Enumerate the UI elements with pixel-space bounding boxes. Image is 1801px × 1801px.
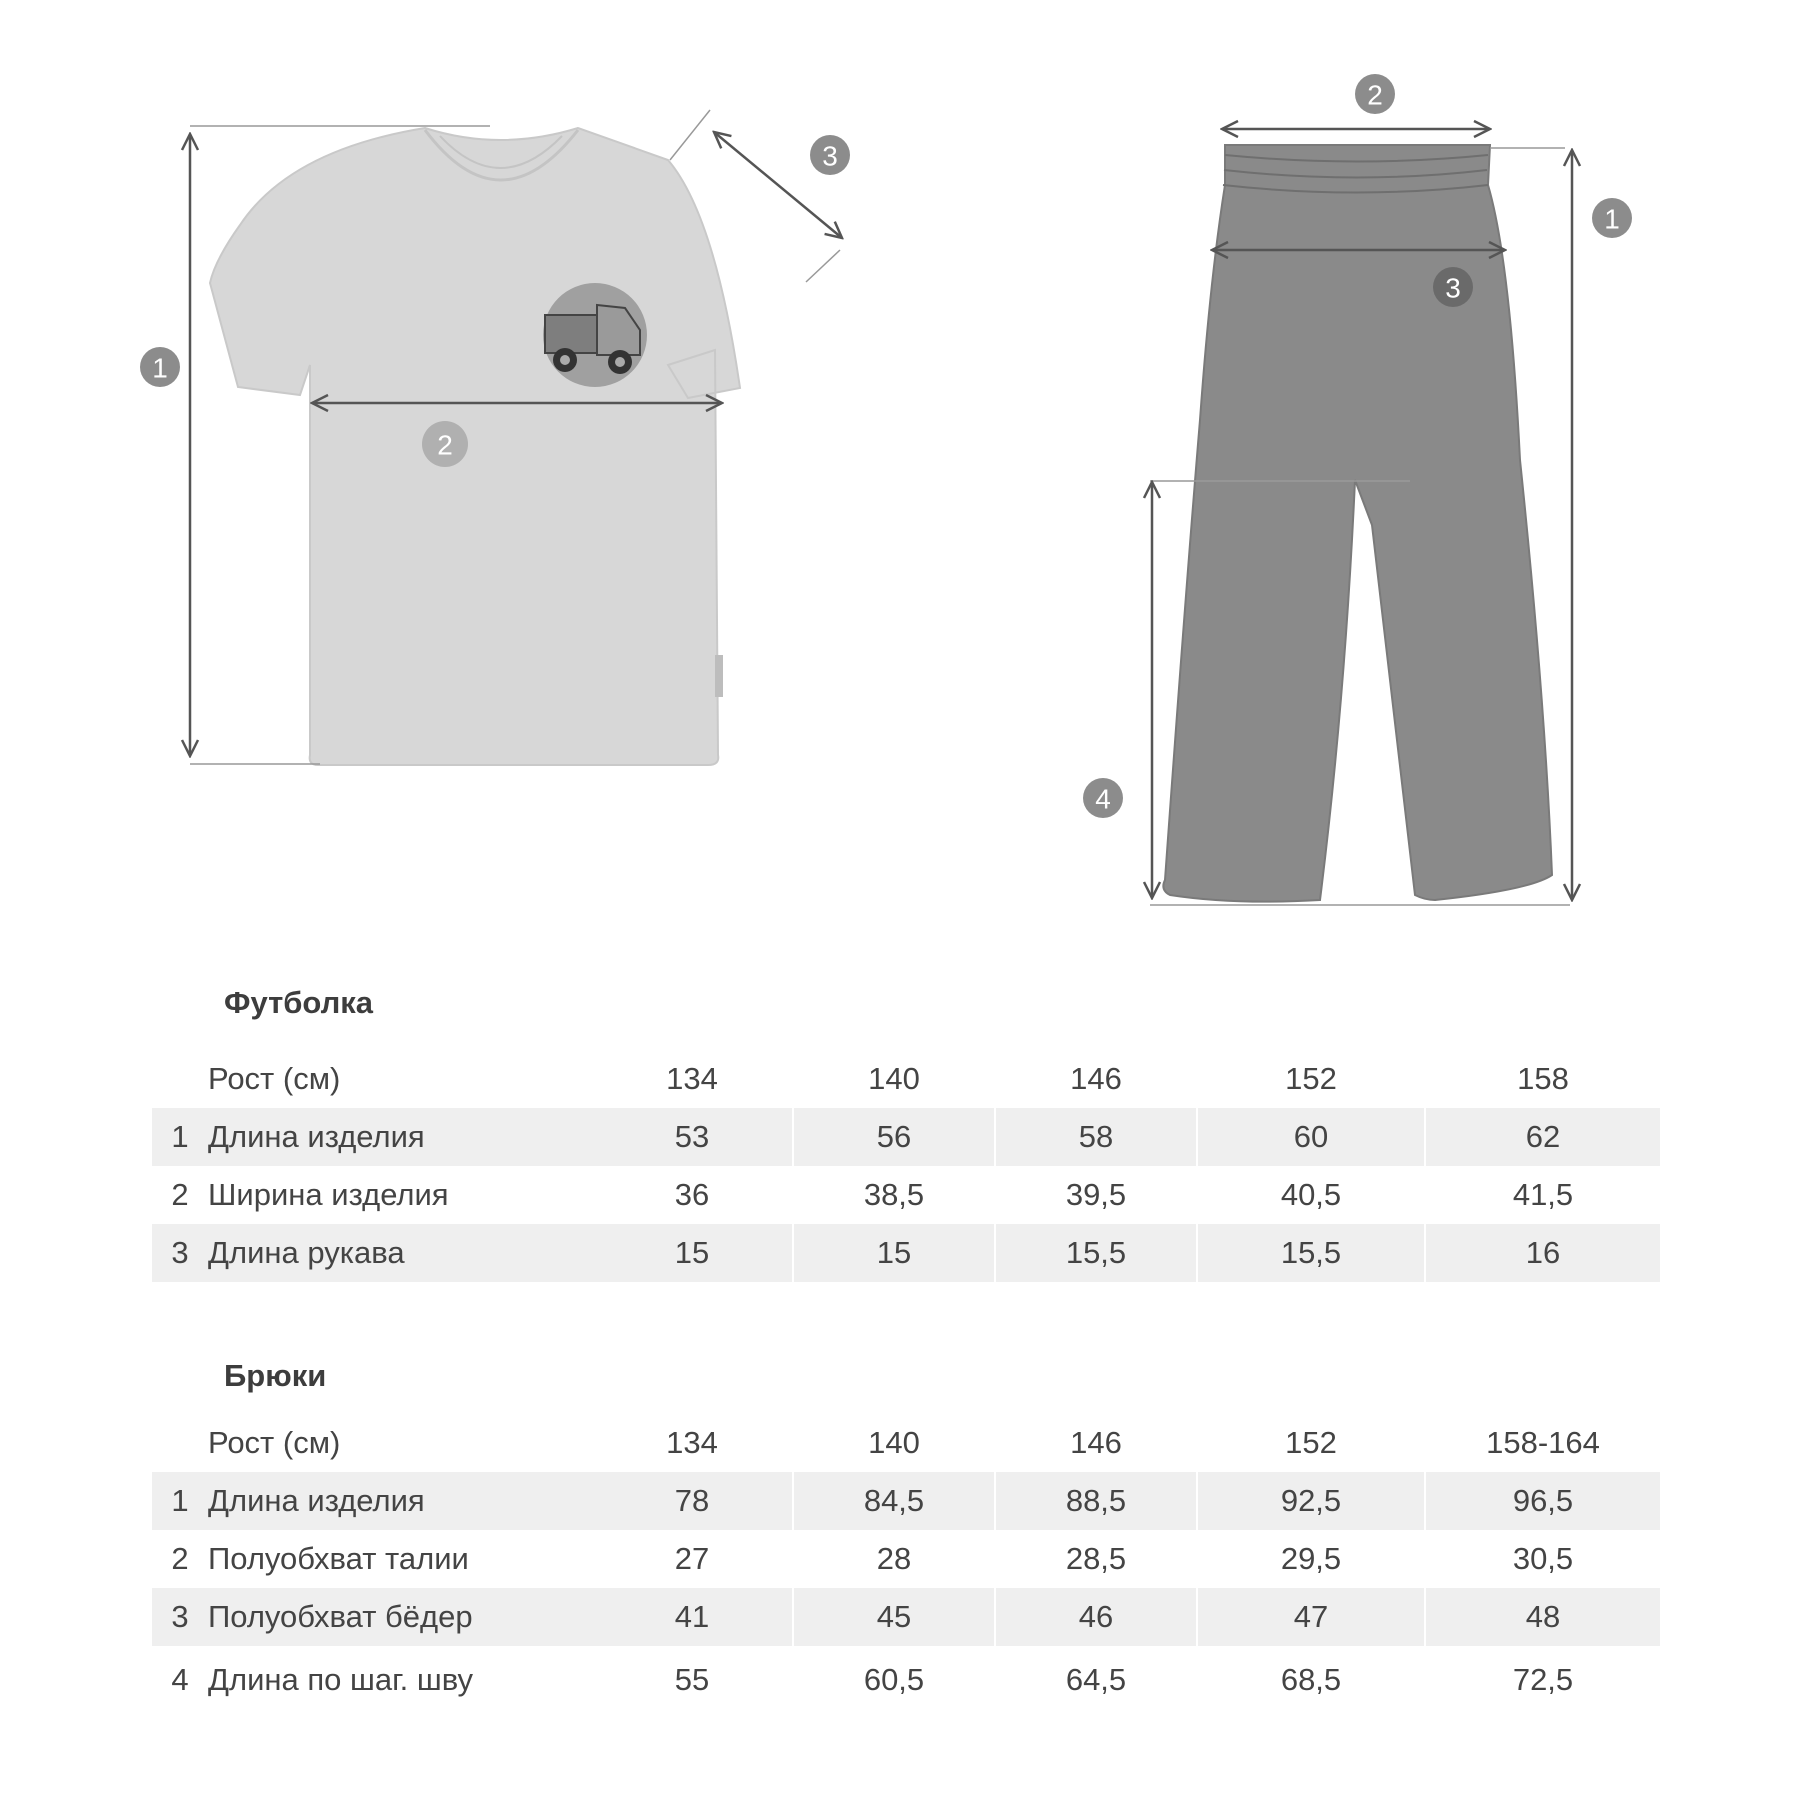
row-value: 30,5 xyxy=(1512,1541,1574,1576)
row-value: 38,5 xyxy=(863,1177,925,1212)
row-value: 45 xyxy=(794,1588,994,1646)
row-label: Полуобхват бёдер xyxy=(208,1588,592,1646)
pants-figure xyxy=(1083,74,1632,905)
row-value: 88,5 xyxy=(996,1472,1196,1530)
row-value: 96,5 xyxy=(1426,1472,1660,1530)
row-value: 36 xyxy=(674,1177,710,1212)
tshirt-marker-1 xyxy=(140,347,180,387)
table-row xyxy=(152,1108,1660,1166)
row-value: 62 xyxy=(1426,1108,1660,1166)
svg-text:2: 2 xyxy=(1367,79,1383,111)
row-value: 27 xyxy=(674,1541,710,1576)
table-row xyxy=(152,1224,1660,1282)
tshirt-table-title: Футболка xyxy=(224,985,374,1020)
table-row xyxy=(152,1588,1660,1646)
row-value: 15 xyxy=(794,1224,994,1282)
row-value: 64,5 xyxy=(1065,1662,1127,1697)
row-value: 28 xyxy=(876,1541,912,1576)
svg-text:3: 3 xyxy=(1445,272,1461,304)
size-header: 140 xyxy=(868,1061,920,1096)
row-value: 41 xyxy=(592,1588,792,1646)
row-value: 84,5 xyxy=(794,1472,994,1530)
row-value: 41,5 xyxy=(1512,1177,1574,1212)
row-value: 15 xyxy=(592,1224,792,1282)
row-label: Полуобхват талии xyxy=(208,1541,469,1576)
table-header-row xyxy=(152,1050,1660,1108)
truck-icon xyxy=(543,283,647,387)
tshirt-body xyxy=(210,128,740,765)
row-value: 39,5 xyxy=(1065,1177,1127,1212)
row-value: 15,5 xyxy=(996,1224,1196,1282)
svg-text:1: 1 xyxy=(1604,203,1620,235)
row-value: 16 xyxy=(1426,1224,1660,1282)
row-number: 3 xyxy=(152,1224,208,1282)
row-value: 60,5 xyxy=(863,1662,925,1697)
row-value: 58 xyxy=(996,1108,1196,1166)
row-number: 3 xyxy=(152,1588,208,1646)
table-row xyxy=(152,1530,1660,1588)
size-header: 140 xyxy=(868,1425,920,1460)
pants-marker-4 xyxy=(1083,778,1123,818)
row-value: 53 xyxy=(592,1108,792,1166)
row-value: 46 xyxy=(996,1588,1196,1646)
pants-table-title: Брюки xyxy=(224,1358,327,1393)
tshirt-side-tag xyxy=(715,655,723,697)
row-value: 48 xyxy=(1426,1588,1660,1646)
pants-marker-3 xyxy=(1433,267,1473,307)
row-number: 2 xyxy=(171,1177,189,1212)
table-row xyxy=(152,1472,1660,1530)
size-header: 146 xyxy=(1070,1061,1122,1096)
tshirt-marker-3 xyxy=(810,135,850,175)
svg-text:2: 2 xyxy=(437,429,453,461)
pants-marker-2 xyxy=(1355,74,1395,114)
size-header: 152 xyxy=(1285,1425,1337,1460)
row-value: 47 xyxy=(1198,1588,1424,1646)
row-number: 2 xyxy=(171,1541,189,1576)
size-header: 134 xyxy=(666,1425,718,1460)
pants-body xyxy=(1163,145,1552,902)
row-value: 72,5 xyxy=(1512,1662,1574,1697)
table-row xyxy=(152,1166,1660,1224)
height-header: Рост (см) xyxy=(208,1061,341,1096)
size-header: 158 xyxy=(1517,1061,1569,1096)
row-number: 1 xyxy=(152,1472,208,1530)
table-row xyxy=(152,1651,1660,1709)
row-number: 4 xyxy=(171,1662,189,1697)
row-value: 40,5 xyxy=(1280,1177,1342,1212)
row-label: Длина рукава xyxy=(208,1224,592,1282)
row-value: 29,5 xyxy=(1280,1541,1342,1576)
size-header: 152 xyxy=(1285,1061,1337,1096)
row-value: 78 xyxy=(592,1472,792,1530)
height-header: Рост (см) xyxy=(208,1425,341,1460)
pants-marker-1 xyxy=(1592,198,1632,238)
row-label: Длина по шаг. шву xyxy=(208,1662,474,1697)
svg-text:3: 3 xyxy=(822,140,838,172)
tshirt-figure xyxy=(140,110,850,765)
row-label: Ширина изделия xyxy=(208,1177,449,1212)
size-header: 134 xyxy=(666,1061,718,1096)
size-header: 146 xyxy=(1070,1425,1122,1460)
row-value: 60 xyxy=(1198,1108,1424,1166)
table-header-row xyxy=(152,1414,1660,1472)
row-label: Длина изделия xyxy=(208,1472,592,1530)
row-value: 28,5 xyxy=(1065,1541,1127,1576)
tshirt-marker-2 xyxy=(422,421,468,467)
svg-text:4: 4 xyxy=(1095,783,1111,815)
svg-text:1: 1 xyxy=(152,352,168,384)
row-value: 56 xyxy=(794,1108,994,1166)
row-value: 68,5 xyxy=(1280,1662,1342,1697)
row-value: 55 xyxy=(674,1662,710,1697)
size-header: 158-164 xyxy=(1486,1425,1600,1460)
row-number: 1 xyxy=(152,1108,208,1166)
row-label: Длина изделия xyxy=(208,1108,592,1166)
row-value: 92,5 xyxy=(1198,1472,1424,1530)
row-value: 15,5 xyxy=(1198,1224,1424,1282)
